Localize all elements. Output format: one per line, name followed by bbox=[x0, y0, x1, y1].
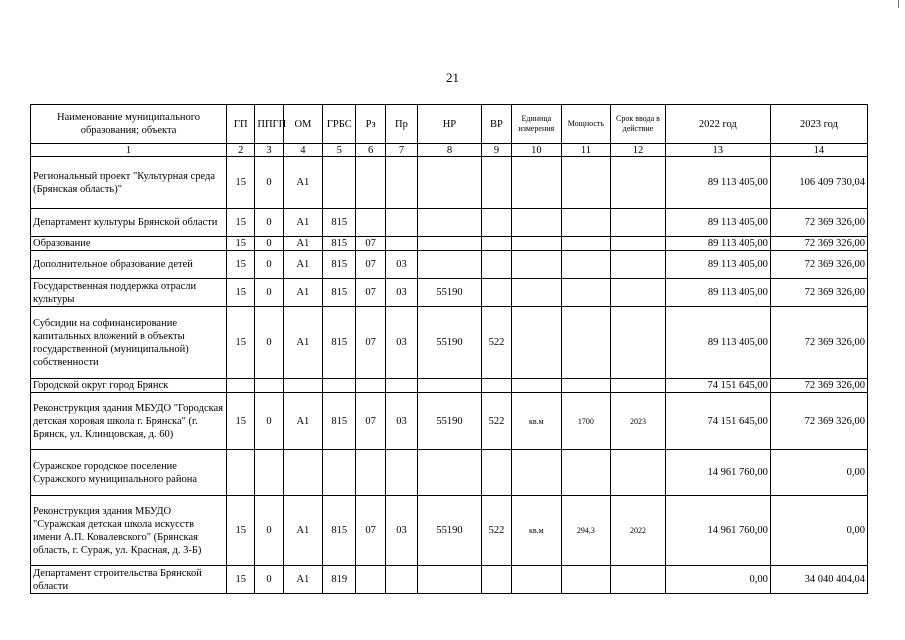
col-header-name: Наименование муниципального образования; объекта bbox=[31, 105, 227, 144]
cell-power bbox=[561, 237, 611, 251]
cell-name: Департамент строительства Брянской области bbox=[31, 566, 227, 594]
cell-ppgp: 0 bbox=[255, 496, 283, 566]
cell-term: 2023 bbox=[611, 393, 666, 450]
cell-nr: 55190 bbox=[418, 393, 482, 450]
table-row bbox=[31, 237, 868, 251]
cell-2023: 72 369 326,00 bbox=[770, 209, 867, 237]
cell-gp bbox=[227, 450, 255, 496]
table-row bbox=[31, 566, 868, 594]
budget-table bbox=[30, 104, 868, 594]
col-header-term: Срок ввода в действие bbox=[611, 105, 666, 144]
cell-term bbox=[611, 566, 666, 594]
cell-vr bbox=[481, 251, 511, 279]
col-header-unit: Единица измерения bbox=[512, 105, 562, 144]
cell-vr bbox=[481, 157, 511, 209]
cell-gp bbox=[227, 379, 255, 393]
cell-grbs: 815 bbox=[323, 251, 356, 279]
cell-nr: 55190 bbox=[418, 496, 482, 566]
cell-grbs: 815 bbox=[323, 307, 356, 379]
cell-2023: 72 369 326,00 bbox=[770, 307, 867, 379]
cell-power bbox=[561, 450, 611, 496]
cell-unit bbox=[512, 379, 562, 393]
table-row bbox=[31, 379, 868, 393]
cell-ppgp: 0 bbox=[255, 279, 283, 307]
cell-rz bbox=[356, 450, 385, 496]
cell-om: А1 bbox=[283, 496, 322, 566]
cell-gp: 15 bbox=[227, 209, 255, 237]
cell-2023: 72 369 326,00 bbox=[770, 237, 867, 251]
cell-pr bbox=[385, 237, 417, 251]
cell-name: Департамент культуры Брянской области bbox=[31, 209, 227, 237]
cell-ppgp: 0 bbox=[255, 237, 283, 251]
table-body bbox=[31, 157, 868, 594]
cell-2023: 72 369 326,00 bbox=[770, 279, 867, 307]
cell-unit bbox=[512, 279, 562, 307]
cell-om: А1 bbox=[283, 209, 322, 237]
col-header-vr: ВР bbox=[481, 105, 511, 144]
col-header-2023: 2023 год bbox=[770, 105, 867, 144]
col-number: 7 bbox=[385, 144, 417, 157]
cell-name: Городской округ город Брянск bbox=[31, 379, 227, 393]
cell-2022: 89 113 405,00 bbox=[665, 279, 770, 307]
col-number: 1 bbox=[31, 144, 227, 157]
cell-nr bbox=[418, 450, 482, 496]
cell-term: 2022 bbox=[611, 496, 666, 566]
cell-nr bbox=[418, 209, 482, 237]
cell-vr bbox=[481, 279, 511, 307]
cell-term bbox=[611, 279, 666, 307]
cell-name: Дополнительное образование детей bbox=[31, 251, 227, 279]
cell-term bbox=[611, 307, 666, 379]
table-row bbox=[31, 393, 868, 450]
cell-rz: 07 bbox=[356, 393, 385, 450]
cell-name: Государственная поддержка отрасли культуры bbox=[31, 279, 227, 307]
cell-rz: 07 bbox=[356, 251, 385, 279]
col-header-om: ОМ bbox=[283, 105, 322, 144]
cell-om: А1 bbox=[283, 251, 322, 279]
cell-gp: 15 bbox=[227, 496, 255, 566]
cell-om: А1 bbox=[283, 237, 322, 251]
cell-om: А1 bbox=[283, 393, 322, 450]
col-number: 13 bbox=[665, 144, 770, 157]
cell-grbs: 819 bbox=[323, 566, 356, 594]
cell-vr bbox=[481, 237, 511, 251]
cell-nr bbox=[418, 566, 482, 594]
col-number: 8 bbox=[418, 144, 482, 157]
cell-vr bbox=[481, 379, 511, 393]
col-number: 12 bbox=[611, 144, 666, 157]
table-row bbox=[31, 496, 868, 566]
cell-grbs: 815 bbox=[323, 209, 356, 237]
cell-pr: 03 bbox=[385, 251, 417, 279]
cell-gp: 15 bbox=[227, 279, 255, 307]
cell-rz bbox=[356, 209, 385, 237]
col-number: 6 bbox=[356, 144, 385, 157]
cell-2023: 72 369 326,00 bbox=[770, 393, 867, 450]
cell-om bbox=[283, 379, 322, 393]
col-number: 3 bbox=[255, 144, 283, 157]
cell-2023: 0,00 bbox=[770, 450, 867, 496]
cell-power bbox=[561, 307, 611, 379]
cell-power bbox=[561, 379, 611, 393]
cell-term bbox=[611, 251, 666, 279]
cell-unit bbox=[512, 251, 562, 279]
cell-name: Субсидии на софинансирование капитальных вложений в объекты государственной (муниципальной) собственности bbox=[31, 307, 227, 379]
cell-2022: 74 151 645,00 bbox=[665, 393, 770, 450]
cell-nr: 55190 bbox=[418, 279, 482, 307]
cell-term bbox=[611, 209, 666, 237]
cell-gp: 15 bbox=[227, 251, 255, 279]
col-header-grbs: ГРБС bbox=[323, 105, 356, 144]
cell-gp: 15 bbox=[227, 307, 255, 379]
cell-gp: 15 bbox=[227, 393, 255, 450]
cell-pr: 03 bbox=[385, 307, 417, 379]
cell-term bbox=[611, 379, 666, 393]
cell-ppgp: 0 bbox=[255, 566, 283, 594]
cell-ppgp bbox=[255, 450, 283, 496]
cell-rz: 07 bbox=[356, 279, 385, 307]
cell-pr: 03 bbox=[385, 279, 417, 307]
cell-2022: 89 113 405,00 bbox=[665, 307, 770, 379]
col-number: 5 bbox=[323, 144, 356, 157]
cell-rz bbox=[356, 157, 385, 209]
col-number: 11 bbox=[561, 144, 611, 157]
column-number-row bbox=[31, 144, 868, 157]
cell-unit bbox=[512, 209, 562, 237]
cell-power bbox=[561, 279, 611, 307]
cell-om: А1 bbox=[283, 279, 322, 307]
cell-om: А1 bbox=[283, 307, 322, 379]
col-number: 4 bbox=[283, 144, 322, 157]
cell-2022: 89 113 405,00 bbox=[665, 237, 770, 251]
col-number: 9 bbox=[481, 144, 511, 157]
cell-pr: 03 bbox=[385, 393, 417, 450]
col-header-gp: ГП bbox=[227, 105, 255, 144]
cell-rz bbox=[356, 379, 385, 393]
cell-unit bbox=[512, 307, 562, 379]
cell-2023: 34 040 404,04 bbox=[770, 566, 867, 594]
cell-name: Региональный проект "Культурная среда (Брянская область)" bbox=[31, 157, 227, 209]
table-row bbox=[31, 307, 868, 379]
cell-gp: 15 bbox=[227, 157, 255, 209]
cell-power bbox=[561, 251, 611, 279]
cell-vr: 522 bbox=[481, 307, 511, 379]
table-row bbox=[31, 251, 868, 279]
cell-grbs: 815 bbox=[323, 496, 356, 566]
cell-name: Суражское городское поселение Суражского муниципального района bbox=[31, 450, 227, 496]
cell-rz: 07 bbox=[356, 307, 385, 379]
cell-pr bbox=[385, 450, 417, 496]
cell-2023: 106 409 730,04 bbox=[770, 157, 867, 209]
cell-om: А1 bbox=[283, 157, 322, 209]
cell-vr: 522 bbox=[481, 393, 511, 450]
cell-2023: 72 369 326,00 bbox=[770, 379, 867, 393]
cell-grbs: 815 bbox=[323, 393, 356, 450]
cell-om bbox=[283, 450, 322, 496]
table-row bbox=[31, 450, 868, 496]
cell-2022: 0,00 bbox=[665, 566, 770, 594]
cell-name: Образование bbox=[31, 237, 227, 251]
col-number: 10 bbox=[512, 144, 562, 157]
col-header-2022: 2022 год bbox=[665, 105, 770, 144]
table-row bbox=[31, 209, 868, 237]
cell-rz bbox=[356, 566, 385, 594]
cell-2023: 72 369 326,00 bbox=[770, 251, 867, 279]
cell-pr bbox=[385, 379, 417, 393]
cell-unit bbox=[512, 157, 562, 209]
table-row bbox=[31, 279, 868, 307]
cell-2022: 89 113 405,00 bbox=[665, 209, 770, 237]
cell-2023: 0,00 bbox=[770, 496, 867, 566]
cell-power bbox=[561, 566, 611, 594]
cell-ppgp bbox=[255, 379, 283, 393]
table-row bbox=[31, 157, 868, 209]
cell-term bbox=[611, 157, 666, 209]
cell-nr bbox=[418, 379, 482, 393]
page-edge-mark bbox=[898, 0, 899, 8]
cell-nr bbox=[418, 237, 482, 251]
cell-name: Реконструкция здания МБУДО "Суражская детская школа искусств имени А.П. Ковалевского" (Брянская область, г. Сураж, ул. Красная, д. 3-Б) bbox=[31, 496, 227, 566]
cell-nr: 55190 bbox=[418, 307, 482, 379]
cell-unit: кв.м bbox=[512, 393, 562, 450]
cell-term bbox=[611, 237, 666, 251]
cell-grbs bbox=[323, 450, 356, 496]
cell-grbs: 815 bbox=[323, 279, 356, 307]
cell-2022: 89 113 405,00 bbox=[665, 251, 770, 279]
page-number: 21 bbox=[446, 70, 459, 85]
col-header-power: Мощность bbox=[561, 105, 611, 144]
cell-unit bbox=[512, 450, 562, 496]
cell-rz: 07 bbox=[356, 496, 385, 566]
col-number: 14 bbox=[770, 144, 867, 157]
cell-power: 294,3 bbox=[561, 496, 611, 566]
col-header-ppgp: ППГП bbox=[255, 105, 283, 144]
cell-vr: 522 bbox=[481, 496, 511, 566]
cell-unit: кв.м bbox=[512, 496, 562, 566]
col-header-rz: Рз bbox=[356, 105, 385, 144]
cell-grbs bbox=[323, 379, 356, 393]
cell-ppgp: 0 bbox=[255, 307, 283, 379]
cell-ppgp: 0 bbox=[255, 209, 283, 237]
cell-rz: 07 bbox=[356, 237, 385, 251]
cell-gp: 15 bbox=[227, 237, 255, 251]
cell-vr bbox=[481, 566, 511, 594]
col-header-nr: НР bbox=[418, 105, 482, 144]
cell-2022: 89 113 405,00 bbox=[665, 157, 770, 209]
cell-nr bbox=[418, 251, 482, 279]
cell-ppgp: 0 bbox=[255, 251, 283, 279]
cell-vr bbox=[481, 450, 511, 496]
col-header-pr: Пр bbox=[385, 105, 417, 144]
cell-pr bbox=[385, 566, 417, 594]
cell-unit bbox=[512, 237, 562, 251]
cell-gp: 15 bbox=[227, 566, 255, 594]
cell-pr bbox=[385, 209, 417, 237]
cell-nr bbox=[418, 157, 482, 209]
col-number: 2 bbox=[227, 144, 255, 157]
cell-om: А1 bbox=[283, 566, 322, 594]
cell-2022: 74 151 645,00 bbox=[665, 379, 770, 393]
cell-term bbox=[611, 450, 666, 496]
cell-2022: 14 961 760,00 bbox=[665, 496, 770, 566]
cell-grbs: 815 bbox=[323, 237, 356, 251]
cell-pr: 03 bbox=[385, 496, 417, 566]
cell-ppgp: 0 bbox=[255, 393, 283, 450]
header-row bbox=[31, 105, 868, 144]
cell-name: Реконструкция здания МБУДО "Городская детская хоровая школа г. Брянска" (г. Брянск, ул. Клинцовская, д. 60) bbox=[31, 393, 227, 450]
cell-pr bbox=[385, 157, 417, 209]
cell-power: 1700 bbox=[561, 393, 611, 450]
cell-grbs bbox=[323, 157, 356, 209]
cell-vr bbox=[481, 209, 511, 237]
cell-power bbox=[561, 209, 611, 237]
cell-power bbox=[561, 157, 611, 209]
cell-ppgp: 0 bbox=[255, 157, 283, 209]
cell-unit bbox=[512, 566, 562, 594]
cell-2022: 14 961 760,00 bbox=[665, 450, 770, 496]
